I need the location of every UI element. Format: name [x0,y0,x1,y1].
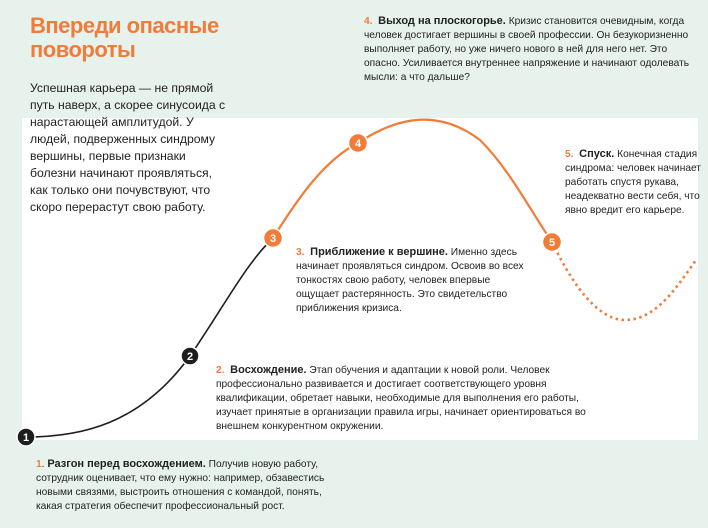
stage-note-3-heading: Приближение к вершине. [310,246,448,258]
stage-marker-1 [17,428,35,446]
stage-note-1-number: 1 [36,459,42,470]
stage-note-5 [565,147,705,218]
stage-marker-5-label: 5 [548,237,556,249]
stage-marker-3 [264,229,283,248]
stage-note-4-number: 4. [364,16,373,27]
stage-note-4-text: Кризис становится очевидным, когда человек достигает вершины в своей профессии. Он безукоризненно выполняет работу, но уже ничего нового в ней для него нет. Это опасно. Усиливается внутреннее напряжение и начинают одолевать мысли: а что дальше? [364,16,690,83]
stage-note-3 [296,245,536,316]
stage-note-3-text: Именно здесь начинает проявляться синдром. Освоив во всех тонкостях свою работу, человек впервые ощущает растерянность. Это свидетельство приближения кризиса. [296,247,524,314]
stage-note-2-text: Этап обучения и адаптации к новой роли. Человек профессионально развивается и достигает соответствующего уровня квалификации, обретает навыки, необходимые для выполнения его работы, изучает принятые в организации правила игры, начинает ориентироваться во внешнем конкурентном окружении. [216,365,586,432]
diagram-title: Впереди опасные повороты [30,13,219,62]
stage-marker-3-label: 3 [269,233,277,245]
curve-segment-descent [552,242,696,320]
intro-text: Успешная карьера — не прямой путь наверх, а скорее синусоида с нарастающей амплитудой. У людей, подверженных синдрому вершины, первые признаки болезни начинают проявляться, как только они почувствуют, что скоро перерастут свою работу. [30,81,226,214]
stage-note-4-heading: Выход на плоскогорье. [378,15,506,27]
stage-note-4 [364,14,694,85]
stage-note-2 [216,363,596,434]
stage-note-5-heading: Спуск. [579,148,615,160]
stage-note-5-number: 5. [565,149,574,160]
stage-note-2-heading: Восхождение. [230,364,307,376]
stage-marker-4-label: 4 [354,138,362,150]
curve-segment-peak [273,120,552,242]
stage-marker-5 [543,233,562,252]
stage-marker-1-label: 1 [22,432,30,444]
stage-marker-2 [181,347,199,365]
stage-note-5-text: Конечная стадия синдрома: человек начинает работать спустя рукава, неадекватно вести себя, что явно вредит его карьере. [565,149,701,216]
stage-marker-2-label: 2 [186,351,194,363]
stage-note-1: 1. Разгон перед восхождением. Получив новую работу, сотрудник оценивает, что ему нужно: например, обзавестись новыми связями, выстроить отношения с командой, понять, какая стратегия обеспечит профессиональный рост. [36,458,325,512]
stage-note-1-text: Получив новую работу, сотрудник оценивает, что ему нужно: например, обзавестись новыми связями, выстроить отношения с командой, понять, какая стратегия обеспечит профессиональный рост. [36,459,325,512]
stage-marker-4 [349,134,368,153]
stage-note-1-heading: Разгон перед восхождением. [47,458,206,470]
stage-note-2-number: 2. [216,365,225,376]
stage-note-3-number: 3. [296,247,305,258]
